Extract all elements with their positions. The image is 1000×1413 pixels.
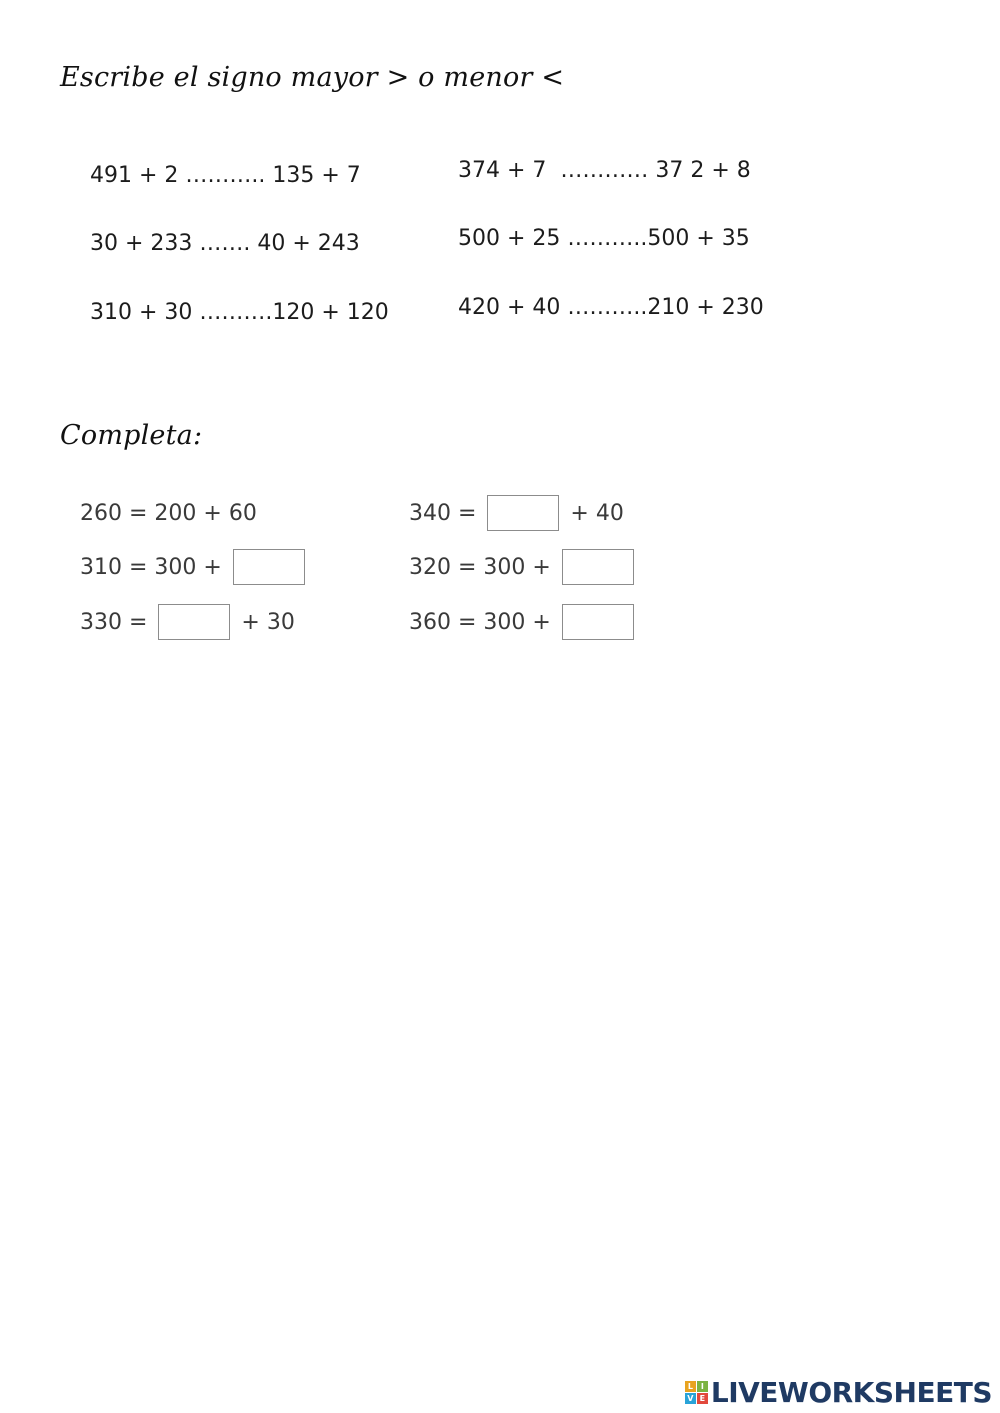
comparison-right-3: 420 + 40 ………..210 + 230	[458, 295, 764, 320]
comparison-right-2: 500 + 25 ………..500 + 35	[458, 226, 750, 251]
liveworksheets-logo-icon	[685, 1381, 708, 1404]
logo-tile-v: V	[685, 1393, 696, 1404]
equation-1	[80, 493, 257, 533]
equation-6	[409, 602, 638, 642]
liveworksheets-logo[interactable]	[685, 1376, 992, 1409]
section1-title: Escribe el signo mayor > o menor <	[60, 62, 565, 93]
equation-2	[80, 547, 309, 587]
answer-box-4[interactable]	[487, 495, 559, 531]
equation-4	[409, 493, 624, 533]
section2-title: Completa:	[60, 420, 203, 451]
equation-1-text: 260 = 200 + 60	[80, 500, 257, 526]
answer-box-6[interactable]	[562, 604, 634, 640]
comparison-right-1: 374 + 7 ………… 37 2 + 8	[458, 158, 751, 183]
comparison-left-1: 491 + 2 ……….. 135 + 7	[90, 163, 361, 188]
equation-4-after: + 40	[563, 500, 624, 526]
equation-4-before: 340 =	[409, 500, 484, 526]
logo-tile-l: L	[685, 1381, 696, 1392]
logo-tile-i: I	[697, 1381, 708, 1392]
equation-3-before: 330 =	[80, 609, 155, 635]
equation-6-before: 360 = 300 +	[409, 609, 558, 635]
brand-name: LIVEWORKSHEETS	[710, 1376, 992, 1409]
answer-box-2[interactable]	[233, 549, 305, 585]
equation-5-before: 320 = 300 +	[409, 554, 558, 580]
comparison-left-2: 30 + 233 ……. 40 + 243	[90, 231, 360, 256]
equation-2-before: 310 = 300 +	[80, 554, 229, 580]
equation-5	[409, 547, 638, 587]
comparison-left-3: 310 + 30 ……….120 + 120	[90, 300, 389, 325]
equation-3	[80, 602, 295, 642]
equation-3-after: + 30	[234, 609, 295, 635]
logo-tile-e: E	[697, 1393, 708, 1404]
answer-box-3[interactable]	[158, 604, 230, 640]
answer-box-5[interactable]	[562, 549, 634, 585]
